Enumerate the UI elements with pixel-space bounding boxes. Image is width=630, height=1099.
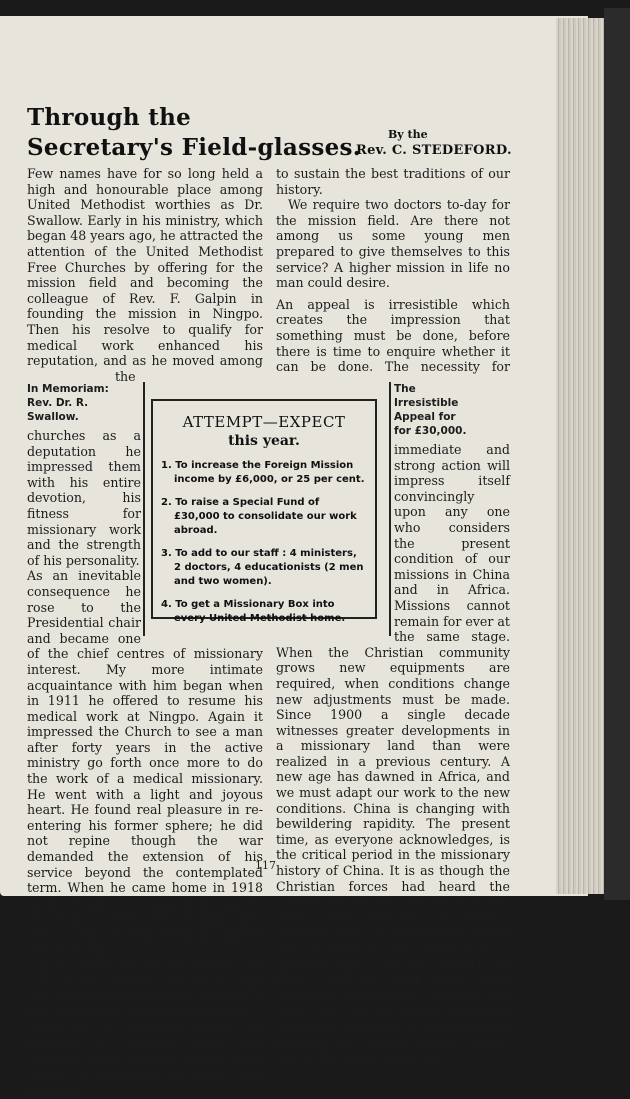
sidebar-heading-appeal: The Irresistible Appeal for for £30,000.	[394, 383, 467, 437]
left-column	[27, 166, 263, 1099]
memoriam-paragraph-2: As an inevitable consequence he rose to the Presidential chair and became one of the chief centres of missionary interest. My more intimate acquaintance with him began when in 1911 he offered to resume his medical work at Ningpo. Again it impressed the Church to see a man after forty years in the active ministry go forth once more to do the work of a medical missionary. He went with a light and joyous heart. He found real pleasure in re-entering his former sphere; he did not repine though the war demanded the extension of his service beyond the contemplated term. When he came home in 1918 heart weakness compelled him to cease his active service and after only a year in retirement he quietly fell on sleep.	[27, 568, 263, 958]
box-heading: ATTEMPT—EXPECT	[182, 413, 346, 431]
byline-prefix: By the	[388, 128, 428, 141]
right-paragraph-1: to sustain the best traditions of our history.	[276, 166, 510, 197]
sidebar-heading-memoriam: In Memoriam: Rev. Dr. R. Swallow.	[27, 383, 109, 423]
box-subheading: this year.	[228, 433, 300, 449]
doctors-paragraph: We require two doctors to-day for the mission field. Are there not among us some young men prepared to give themselves to this service? A higher mission in life no man could desire.	[276, 197, 510, 291]
article-title-line-2: Secretary's Field-glasses.	[27, 134, 362, 161]
book-page	[0, 16, 588, 1098]
book-cover-edge	[604, 8, 630, 900]
page-number: 117	[255, 859, 276, 872]
memoriam-paragraph-1: Few names have for so long held a high and honourable place among United Methodist worthies as Dr. Swallow. Early in his ministry, which began 48 years ago, he attracted the attention of the United Methodist Free Churches by offering for the mission field and becoming the colleague of Rev. F. Galpin in founding the mission in Ningpo. Then his resolve to qualify for medical work enhanced his reputation, and as he moved among the churches as a deputation he impressed them with his entire devotion, his fitness for missionary work and the strength of his personality.	[27, 166, 263, 568]
memoriam-paragraph-3: Last month in Mr. Chapman and now in Dr. Swallow we record the loss of two very prominent figures in the missionary affairs of our Church. Again we call upon the young and vigorous to become great and daring in their devotion to the great cause of Christian missions, and worthily	[27, 958, 263, 1098]
box-goal-item: 3. To add to our staff : 4 ministers, 2 doctors, 4 educationists (2 men and two women).	[161, 548, 364, 587]
box-goal-item: 2. To raise a Special Fund of £30,000 to consolidate our work abroad.	[161, 497, 357, 536]
page-stack-edge	[556, 18, 604, 894]
box-goal-item: 1. To increase the Foreign Mission income by £6,000, or 25 per cent.	[161, 460, 365, 485]
box-frame-left-rule	[143, 382, 145, 636]
byline-author: Rev. C. STEDEFORD.	[356, 143, 512, 158]
box-goal-list	[161, 459, 367, 626]
attempt-expect-box	[151, 399, 377, 624]
box-goal-item: 4. To get a Missionary Box into every United Methodist home.	[161, 599, 346, 624]
box-frame-right-rule	[389, 382, 391, 636]
article-title-line-1: Through the	[27, 104, 192, 131]
appeal-paragraph: An appeal is irresistible which creates the impression that something must be done, before there is time to enquire whether it can be done. The necessity for immediate and strong action will impress itself convincingly upon any one who considers the present condition of our missions in China and in Africa. Missions cannot remain for ever at the same stage. When the Christian community grows new equipments are required, when conditions change new adjustments must be made. Since 1900 a single decade witnesses greater developments in a missionary land than were realized in a previous century. A new age has dawned in Africa, and we must adapt our work to the new conditions. China is changing with bewildering rapidity. The present time, as everyone acknowledges, is the critical period in the missionary history of China. It is as though the Christian forces had heard the command, “Go in and possess the land.” Our Mission in Yunnan presents such an opportunity that if we improve it we shall reap a hundred-fold and the Church of Christ will be built there upon enduring foundations. Yunnan has been one of the most backward provinces in China. It may become through the power of the Gospel one of the most advanced.	[276, 296, 510, 1066]
